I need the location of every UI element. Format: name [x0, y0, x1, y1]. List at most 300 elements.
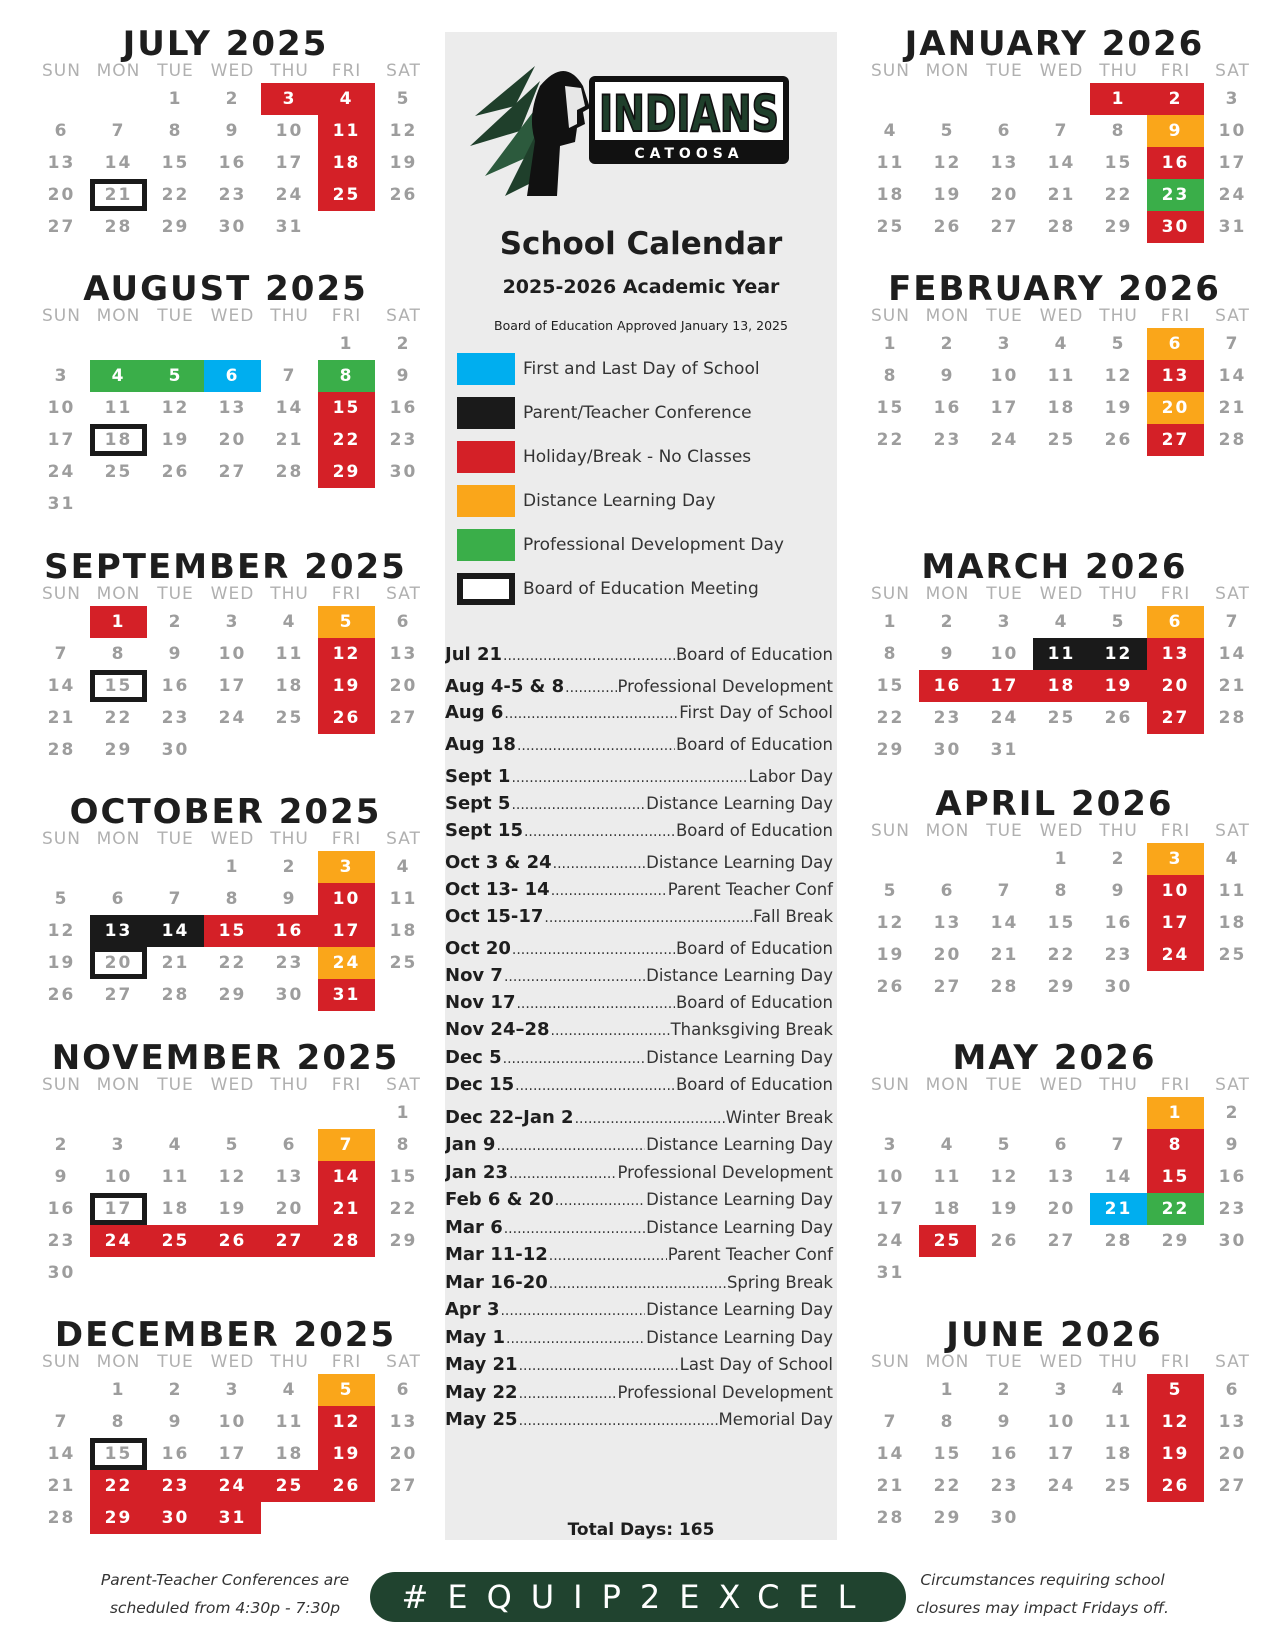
event-date: Dec 22–Jan 2 — [445, 1107, 574, 1128]
day-cell: 19 — [1090, 670, 1147, 702]
month-title: OCTOBER 2025 — [69, 792, 382, 832]
legend-distance — [457, 484, 716, 518]
day-cell: 24 — [204, 1470, 261, 1502]
day-cell: 9 — [1225, 1135, 1240, 1155]
weekday-label: TUE — [986, 1075, 1023, 1095]
weekday-header — [33, 829, 421, 849]
day-cell: 27 — [990, 217, 1019, 237]
weekday-label: WED — [1039, 306, 1084, 326]
month-june-2026 — [862, 1315, 1250, 1534]
day-cell: 6 — [997, 121, 1012, 141]
event-text: Parent Teacher Conf — [667, 880, 833, 899]
leader-dots — [575, 1111, 725, 1127]
weekday-label: FRI — [1160, 61, 1191, 81]
weekday-label: MON — [925, 61, 970, 81]
day-cell: 29 — [933, 1508, 962, 1528]
day-cell: 11 — [275, 644, 304, 664]
day-cell: 2 — [1111, 849, 1126, 869]
event-row — [445, 1382, 837, 1408]
day-cell: 1 — [1054, 849, 1069, 869]
footer-right-note — [905, 1566, 1180, 1622]
day-cell: 23 — [933, 430, 962, 450]
day-cell: 21 — [1090, 1193, 1147, 1225]
day-cell: 2 — [54, 1135, 69, 1155]
weekday-label: SAT — [1215, 821, 1250, 841]
day-cell: 1 — [883, 334, 898, 354]
day-cell: 11 — [275, 1412, 304, 1432]
day-cell: 3 — [997, 334, 1012, 354]
weekday-label: MON — [96, 829, 141, 849]
legend-label: Parent/Teacher Conference — [523, 403, 752, 423]
month-title: AUGUST 2025 — [83, 269, 368, 309]
day-cell: 4 — [1111, 1380, 1126, 1400]
event-text: Distance Learning Day — [646, 1135, 833, 1154]
weekday-label: WED — [1039, 584, 1084, 604]
day-cell: 24 — [275, 185, 304, 205]
day-cell: 21 — [876, 1476, 905, 1496]
weekday-label: FRI — [331, 584, 362, 604]
empty-cell — [33, 83, 90, 115]
day-cell: 26 — [204, 1225, 261, 1257]
leader-dots — [524, 824, 675, 840]
day-cell: 4 — [1225, 849, 1240, 869]
day-cell: 25 — [876, 217, 905, 237]
weekday-header — [33, 1075, 421, 1095]
event-text: Fall Break — [752, 907, 833, 926]
day-cell: 8 — [225, 889, 240, 909]
day-cell: 27 — [933, 977, 962, 997]
day-grid — [33, 1374, 418, 1534]
day-cell: 2 — [168, 1380, 183, 1400]
day-cell: 2 — [940, 612, 955, 632]
weekday-label: WED — [1039, 1075, 1084, 1095]
day-cell: 7 — [1225, 612, 1240, 632]
event-date: Jul 21 — [445, 644, 502, 665]
total-days: Total Days: 165 — [567, 1520, 715, 1540]
day-cell: 14 — [147, 915, 204, 947]
day-cell: 22 — [104, 708, 133, 728]
weekday-label: MON — [96, 61, 141, 81]
leader-dots — [551, 883, 667, 899]
weekday-label: SUN — [871, 584, 910, 604]
day-cell: 26 — [1147, 1470, 1204, 1502]
day-cell: 24 — [47, 462, 76, 482]
day-cell: 16 — [919, 670, 976, 702]
event-date: Nov 17 — [445, 992, 516, 1013]
day-cell: 25 — [1047, 708, 1076, 728]
day-cell: 27 — [1147, 702, 1204, 734]
weekday-label: TUE — [157, 584, 194, 604]
day-cell: 15 — [204, 915, 261, 947]
leader-dots — [553, 856, 645, 872]
empty-cell — [204, 1097, 261, 1129]
day-cell: 2 — [168, 612, 183, 632]
day-cell: 2 — [282, 857, 297, 877]
day-cell: 18 — [161, 1199, 190, 1219]
approval-note: Board of Education Approved January 13, 2025 — [494, 318, 788, 333]
day-cell: 19 — [161, 430, 190, 450]
day-cell: 14 — [104, 153, 133, 173]
day-cell: 27 — [261, 1225, 318, 1257]
day-cell: 27 — [47, 217, 76, 237]
day-cell: 29 — [218, 985, 247, 1005]
event-text: Board of Education — [675, 735, 833, 754]
event-text: Distance Learning Day — [646, 794, 833, 813]
weekday-label: THU — [1099, 1075, 1138, 1095]
legend-swatch-prodev — [457, 529, 515, 561]
day-cell: 25 — [1047, 430, 1076, 450]
event-text: Parent Teacher Conf — [667, 1245, 833, 1264]
empty-cell — [919, 843, 976, 875]
weekday-label: THU — [1099, 306, 1138, 326]
day-cell: 28 — [47, 1508, 76, 1528]
day-cell: 30 — [933, 740, 962, 760]
event-text: Distance Learning Day — [646, 966, 833, 985]
event-text: Winter Break — [725, 1108, 833, 1127]
day-cell: 30 — [147, 1502, 204, 1534]
day-cell: 30 — [161, 740, 190, 760]
logo-sub: CATOOSA — [634, 146, 744, 162]
event-date: Sept 5 — [445, 793, 511, 814]
day-cell: 11 — [1104, 1412, 1133, 1432]
weekday-label: SAT — [386, 306, 421, 326]
day-cell: 21 — [318, 1193, 375, 1225]
day-cell: 6 — [282, 1135, 297, 1155]
day-cell: 6 — [1225, 1380, 1240, 1400]
weekday-label: THU — [270, 584, 309, 604]
day-cell: 1 — [1147, 1097, 1204, 1129]
day-cell: 5 — [883, 881, 898, 901]
day-cell: 22 — [318, 424, 375, 456]
event-date: Sept 15 — [445, 820, 523, 841]
day-cell: 13 — [1047, 1167, 1076, 1187]
day-cell: 10 — [1047, 1412, 1076, 1432]
leader-dots — [504, 1221, 645, 1237]
event-row — [445, 766, 837, 792]
day-cell: 21 — [275, 430, 304, 450]
weekday-label: FRI — [1160, 1075, 1191, 1095]
weekday-label: SAT — [386, 584, 421, 604]
day-cell: 16 — [1104, 913, 1133, 933]
day-cell: 20 — [47, 185, 76, 205]
leader-dots — [512, 942, 675, 958]
weekday-header — [862, 821, 1250, 841]
day-cell: 14 — [990, 913, 1019, 933]
event-date: Dec 15 — [445, 1074, 515, 1095]
day-cell: 12 — [47, 921, 76, 941]
day-cell: 11 — [161, 1167, 190, 1187]
day-cell: 8 — [1111, 121, 1126, 141]
footer-left-line1: Parent-Teacher Conferences are — [100, 1571, 350, 1589]
day-cell: 23 — [1104, 945, 1133, 965]
day-cell: 1 — [1090, 83, 1147, 115]
day-cell: 9 — [940, 366, 955, 386]
weekday-label: SUN — [871, 306, 910, 326]
weekday-label: TUE — [157, 1075, 194, 1095]
weekday-label: WED — [210, 61, 255, 81]
day-cell: 2 — [396, 334, 411, 354]
day-cell: 16 — [389, 398, 418, 418]
day-cell: 7 — [168, 889, 183, 909]
day-cell: 28 — [1218, 708, 1247, 728]
day-cell: 15 — [1047, 913, 1076, 933]
day-cell: 1 — [940, 1380, 955, 1400]
day-cell: 16 — [218, 153, 247, 173]
event-date: Dec 5 — [445, 1047, 502, 1068]
day-cell: 18 — [90, 424, 147, 456]
day-cell: 18 — [933, 1199, 962, 1219]
day-cell: 30 — [1147, 211, 1204, 243]
day-cell: 12 — [389, 121, 418, 141]
center-panel — [445, 32, 837, 1540]
leader-dots — [504, 969, 645, 985]
day-cell: 16 — [933, 398, 962, 418]
indians-logo — [465, 46, 795, 196]
day-cell: 19 — [47, 953, 76, 973]
weekday-label: SUN — [871, 1352, 910, 1372]
day-cell: 28 — [104, 217, 133, 237]
day-cell: 8 — [1054, 881, 1069, 901]
event-text: Distance Learning Day — [646, 1048, 833, 1067]
day-cell: 17 — [218, 1444, 247, 1464]
day-cell: 1 — [111, 1380, 126, 1400]
day-cell: 28 — [1218, 430, 1247, 450]
day-cell: 10 — [104, 1167, 133, 1187]
day-cell: 3 — [1147, 843, 1204, 875]
day-cell: 22 — [1104, 185, 1133, 205]
day-cell: 1 — [225, 857, 240, 877]
day-cell: 12 — [876, 913, 905, 933]
event-text: Professional Development — [617, 1163, 833, 1182]
weekday-label: WED — [210, 1075, 255, 1095]
day-cell: 26 — [47, 985, 76, 1005]
day-cell: 20 — [1218, 1444, 1247, 1464]
weekday-label: SUN — [871, 61, 910, 81]
event-row — [445, 1189, 837, 1215]
day-cell: 4 — [396, 857, 411, 877]
day-cell: 12 — [318, 1406, 375, 1438]
empty-cell — [919, 1097, 976, 1129]
month-july-2025 — [33, 24, 421, 243]
weekday-label: SUN — [42, 584, 81, 604]
empty-cell — [33, 1097, 90, 1129]
day-cell: 3 — [883, 1135, 898, 1155]
day-cell: 26 — [990, 1231, 1019, 1251]
weekday-label: WED — [210, 584, 255, 604]
day-cell: 23 — [161, 708, 190, 728]
leader-dots — [496, 1138, 645, 1154]
leader-dots — [515, 1078, 675, 1094]
day-cell: 13 — [1218, 1412, 1247, 1432]
day-cell: 4 — [90, 360, 147, 392]
event-text: Professional Development — [617, 677, 833, 696]
day-cell: 2 — [225, 89, 240, 109]
empty-cell — [90, 851, 147, 883]
day-cell: 5 — [1111, 612, 1126, 632]
day-cell: 23 — [990, 1476, 1019, 1496]
day-cell: 22 — [876, 708, 905, 728]
month-title: MARCH 2026 — [921, 547, 1188, 587]
day-cell: 3 — [261, 83, 318, 115]
event-date: May 22 — [445, 1382, 518, 1403]
day-cell: 29 — [318, 456, 375, 488]
day-cell: 8 — [396, 1135, 411, 1155]
day-cell: 16 — [47, 1199, 76, 1219]
weekday-header — [862, 306, 1250, 326]
day-cell: 26 — [161, 462, 190, 482]
weekday-label: SUN — [42, 1075, 81, 1095]
day-cell: 9 — [168, 644, 183, 664]
day-cell: 26 — [389, 185, 418, 205]
day-cell: 25 — [147, 1225, 204, 1257]
footer-right-line2: closures may impact Fridays off. — [916, 1599, 1169, 1617]
day-cell: 11 — [1033, 638, 1090, 670]
day-cell: 14 — [318, 1161, 375, 1193]
day-cell: 31 — [47, 494, 76, 514]
day-cell: 3 — [225, 612, 240, 632]
weekday-label: WED — [1039, 1352, 1084, 1372]
legend-label: First and Last Day of School — [523, 359, 760, 379]
event-text: Memorial Day — [718, 1410, 833, 1429]
day-cell: 5 — [54, 889, 69, 909]
month-october-2025 — [33, 792, 421, 1011]
day-cell: 15 — [876, 676, 905, 696]
day-grid — [33, 851, 418, 1011]
day-cell: 17 — [47, 430, 76, 450]
event-row — [445, 852, 837, 878]
empty-cell — [318, 1097, 375, 1129]
day-cell: 16 — [1147, 147, 1204, 179]
month-title: MAY 2026 — [952, 1038, 1157, 1078]
weekday-label: FRI — [331, 829, 362, 849]
day-cell: 7 — [1111, 1135, 1126, 1155]
weekday-label: WED — [210, 306, 255, 326]
day-cell: 29 — [1104, 217, 1133, 237]
day-cell: 20 — [1147, 392, 1204, 424]
day-cell: 7 — [1225, 334, 1240, 354]
day-cell: 25 — [104, 462, 133, 482]
day-cell: 24 — [1218, 185, 1247, 205]
day-cell: 16 — [161, 1444, 190, 1464]
day-cell: 25 — [1104, 1476, 1133, 1496]
leader-dots — [519, 1413, 718, 1429]
empty-cell — [33, 328, 90, 360]
weekday-label: FRI — [331, 1352, 362, 1372]
month-title: JULY 2025 — [122, 24, 329, 64]
event-text: Board of Education — [675, 1075, 833, 1094]
empty-cell — [862, 1097, 919, 1129]
day-cell: 23 — [1218, 1199, 1247, 1219]
day-cell: 8 — [883, 366, 898, 386]
empty-cell — [862, 843, 919, 875]
event-text: Distance Learning Day — [646, 853, 833, 872]
day-cell: 12 — [933, 153, 962, 173]
day-cell: 8 — [318, 360, 375, 392]
day-cell: 19 — [1104, 398, 1133, 418]
event-row — [445, 1217, 837, 1243]
weekday-label: FRI — [331, 1075, 362, 1095]
leader-dots — [506, 1331, 645, 1347]
day-cell: 9 — [282, 889, 297, 909]
day-cell: 18 — [389, 921, 418, 941]
day-cell: 27 — [104, 985, 133, 1005]
day-cell: 5 — [997, 1135, 1012, 1155]
day-cell: 14 — [1218, 366, 1247, 386]
day-cell: 7 — [883, 1412, 898, 1432]
day-cell: 10 — [318, 883, 375, 915]
day-cell: 21 — [161, 953, 190, 973]
day-cell: 30 — [389, 462, 418, 482]
day-cell: 14 — [47, 676, 76, 696]
event-row — [445, 1244, 837, 1270]
day-cell: 20 — [275, 1199, 304, 1219]
leader-dots — [504, 706, 678, 722]
day-cell: 21 — [1047, 185, 1076, 205]
leader-dots — [511, 797, 645, 813]
day-cell: 31 — [318, 979, 375, 1011]
weekday-label: SAT — [1215, 61, 1250, 81]
day-cell: 30 — [990, 1508, 1019, 1528]
weekday-label: THU — [1099, 584, 1138, 604]
weekday-label: SAT — [1215, 584, 1250, 604]
event-text: Labor Day — [748, 767, 833, 786]
weekday-label: FRI — [1160, 584, 1191, 604]
day-cell: 30 — [218, 217, 247, 237]
day-cell: 21 — [1218, 676, 1247, 696]
day-cell: 18 — [275, 676, 304, 696]
day-grid — [862, 606, 1247, 766]
weekday-label: FRI — [331, 306, 362, 326]
event-row — [445, 1019, 837, 1045]
event-text: First Day of School — [679, 703, 833, 722]
day-cell: 16 — [261, 915, 318, 947]
event-text: Board of Education — [675, 821, 833, 840]
event-date: Mar 6 — [445, 1217, 503, 1238]
day-cell: 10 — [990, 366, 1019, 386]
day-cell: 27 — [1218, 1476, 1247, 1496]
empty-cell — [147, 851, 204, 883]
day-grid — [862, 843, 1247, 1003]
empty-cell — [33, 851, 90, 883]
day-cell: 8 — [111, 1412, 126, 1432]
legend-swatch-conference — [457, 397, 515, 429]
day-cell: 3 — [1054, 1380, 1069, 1400]
weekday-label: SUN — [871, 1075, 910, 1095]
event-text: Board of Education — [675, 645, 833, 664]
leader-dots — [544, 910, 752, 926]
day-cell: 19 — [218, 1199, 247, 1219]
day-cell: 11 — [104, 398, 133, 418]
event-text: Professional Development — [617, 1383, 833, 1402]
day-cell: 7 — [1054, 121, 1069, 141]
day-cell: 17 — [990, 398, 1019, 418]
event-date: May 25 — [445, 1409, 518, 1430]
weekday-label: WED — [1039, 61, 1084, 81]
day-cell: 15 — [1104, 153, 1133, 173]
weekday-label: MON — [96, 1075, 141, 1095]
day-cell: 2 — [1225, 1103, 1240, 1123]
leader-dots — [503, 1051, 646, 1067]
event-text: Distance Learning Day — [646, 1190, 833, 1209]
footer-left-line2: scheduled from 4:30p - 7:30p — [109, 1599, 341, 1617]
event-date: Oct 3 & 24 — [445, 852, 552, 873]
weekday-label: MON — [925, 821, 970, 841]
day-cell: 5 — [225, 1135, 240, 1155]
empty-cell — [90, 1097, 147, 1129]
day-cell: 13 — [218, 398, 247, 418]
event-text: Board of Education — [675, 939, 833, 958]
weekday-label: FRI — [1160, 1352, 1191, 1372]
